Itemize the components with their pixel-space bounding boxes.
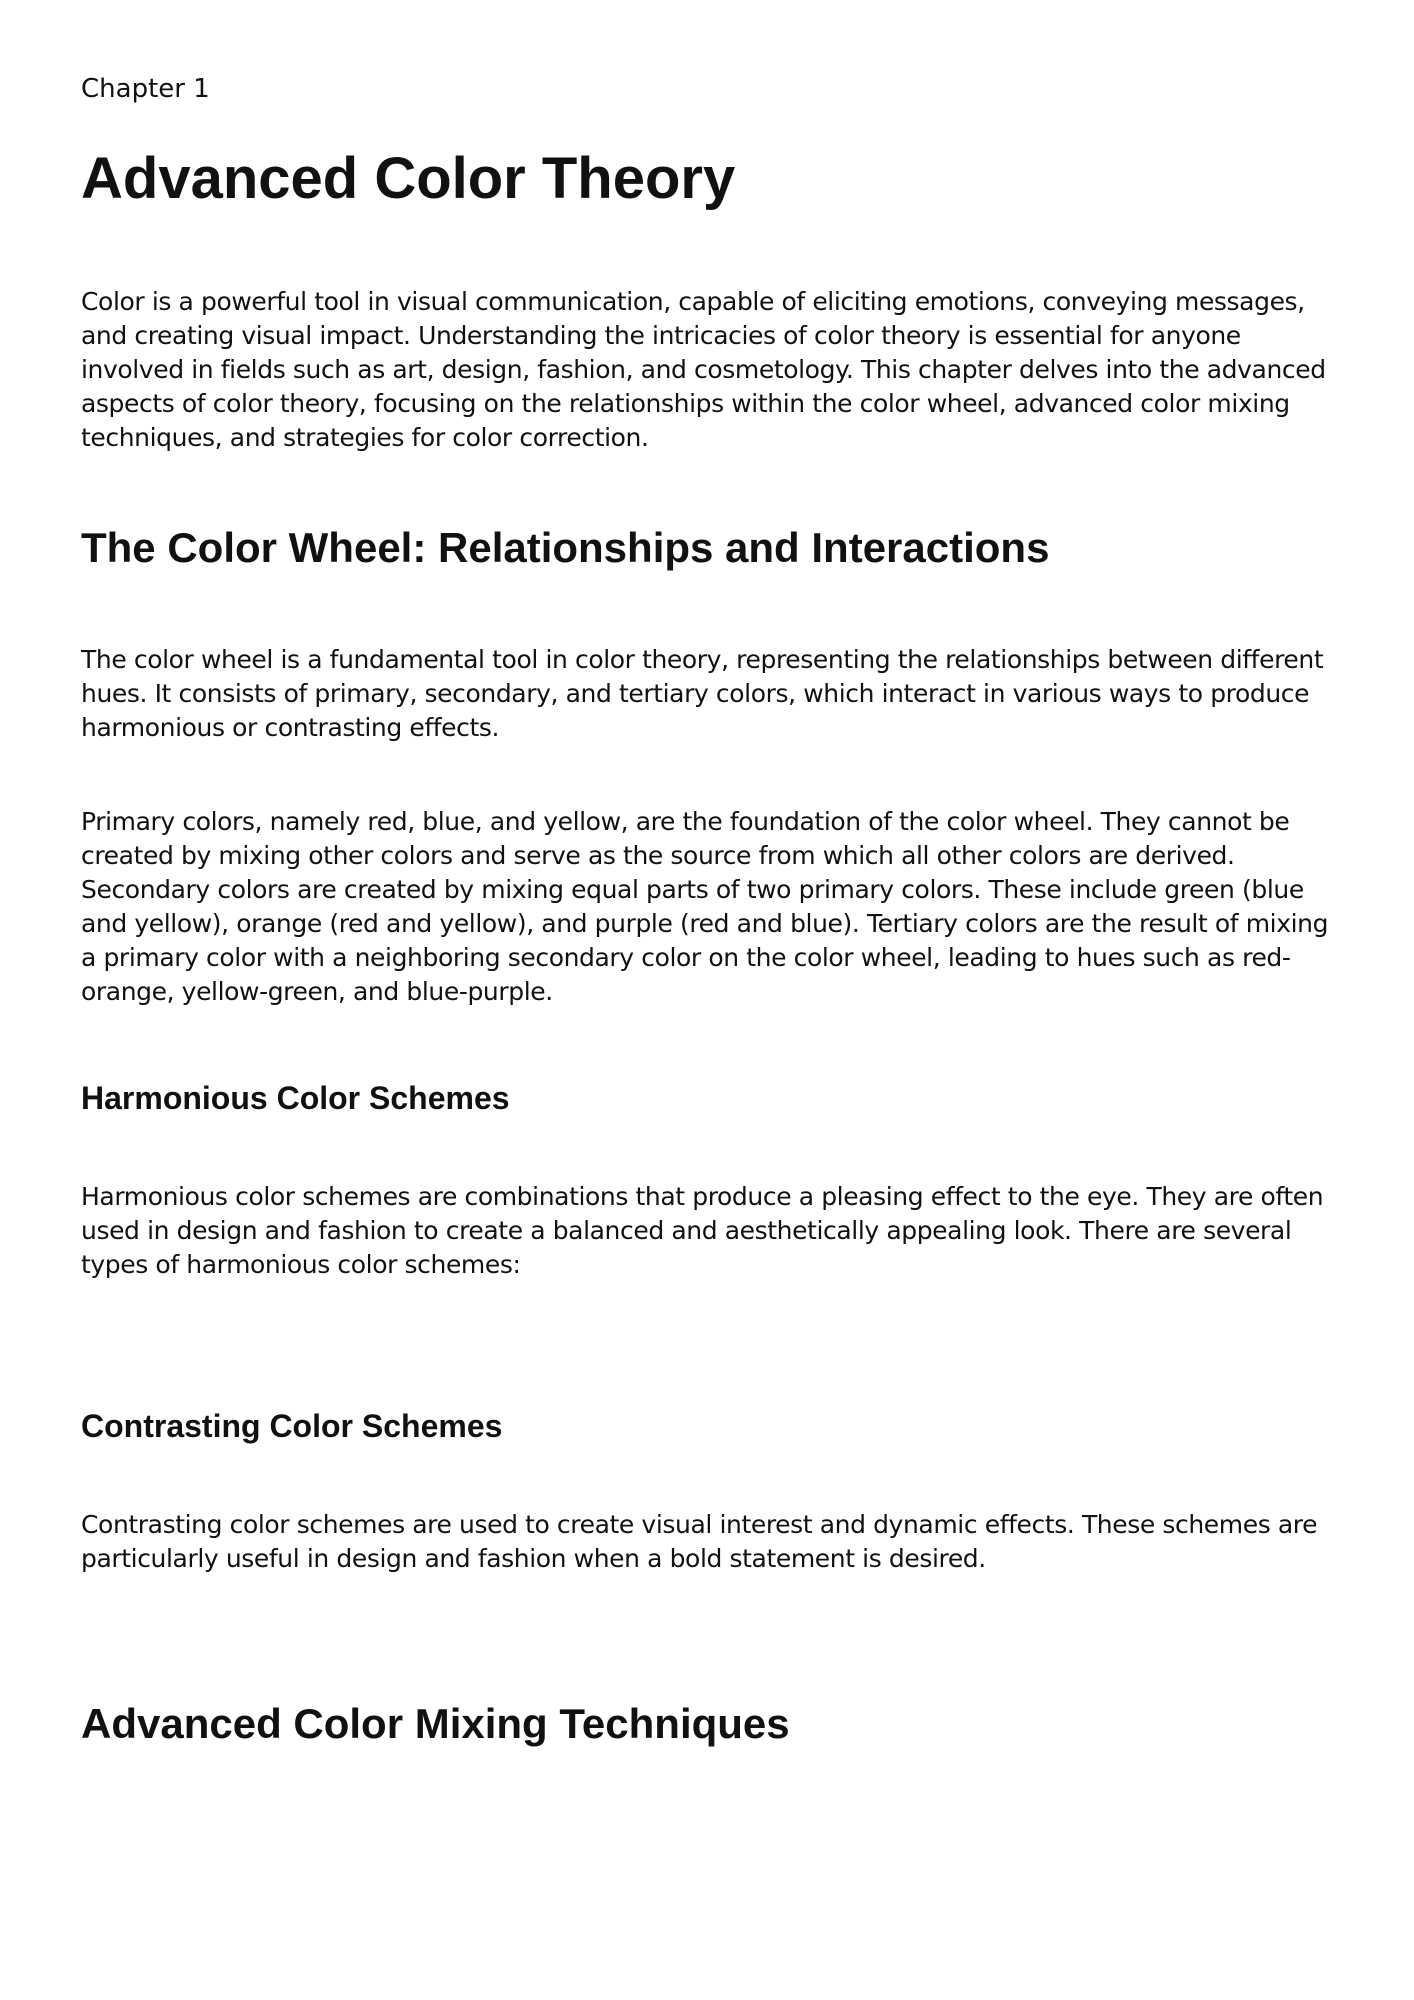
section-heading-color-wheel: The Color Wheel: Relationships and Interactions <box>81 524 1050 571</box>
chapter-title: Advanced Color Theory <box>81 146 736 211</box>
intro-paragraph: Color is a powerful tool in visual communication, capable of eliciting emotions, conveying messages, and creating visual impact. Understanding the intricacies of color theory is essential for anyone involved in fields such as art, design, fashion, and cosmetology. This chapter delves into the advanced aspects of color theory, focusing on the relationships within the color wheel, advanced color mixing techniques, and strategies for color correction. <box>81 287 1326 452</box>
subsection-heading-harmonious: Harmonious Color Schemes <box>81 1080 510 1116</box>
color-wheel-paragraph-1: The color wheel is a fundamental tool in color theory, representing the relationships between different hues. It consists of primary, secondary, and tertiary colors, which interact in various ways to produce harmonious or contrasting effects. <box>81 645 1324 742</box>
section-heading-color-mixing: Advanced Color Mixing Techniques <box>81 1700 790 1747</box>
contrasting-paragraph: Contrasting color schemes are used to create visual interest and dynamic effects. These schemes are particularly useful in design and fashion when a bold statement is desired. <box>81 1510 1318 1573</box>
chapter-label: Chapter 1 <box>81 74 210 104</box>
subsection-heading-contrasting: Contrasting Color Schemes <box>81 1408 503 1444</box>
color-wheel-paragraph-2: Primary colors, namely red, blue, and yellow, are the foundation of the color wheel. They cannot be created by mixing other colors and serve as the source from which all other colors are derived. Secondary colors are created by mixing equal parts of two primary colors. These include green (blue and yellow), orange (red and yellow), and purple (red and blue). Tertiary colors are the result of mixing a primary color with a neighboring secondary color on the color wheel, leading to hues such as red-orange, yellow-green, and blue-purple. <box>81 807 1329 1006</box>
harmonious-paragraph: Harmonious color schemes are combinations that produce a pleasing effect to the eye. They are often used in design and fashion to create a balanced and aesthetically appealing look. There are several types of harmonious color schemes: <box>81 1182 1324 1279</box>
